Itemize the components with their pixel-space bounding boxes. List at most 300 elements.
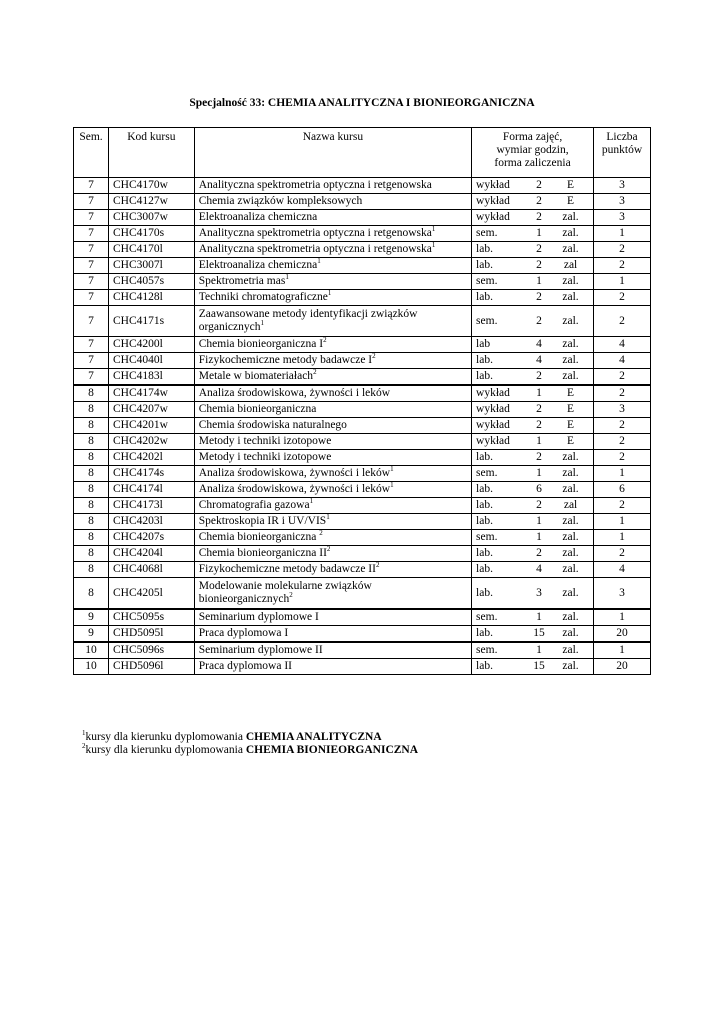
cell-form: [472, 353, 594, 369]
cell-form: [472, 210, 594, 226]
course-name: Analiza środowiskowa, żywności i leków: [198, 387, 391, 399]
cell-name-line1: Zaawansowane metody identyfikacji związków: [198, 308, 418, 320]
credit-form: zal.: [562, 451, 579, 463]
credit-form: zal: [563, 259, 578, 271]
cell-form: [472, 402, 594, 418]
credit-form: zal.: [562, 563, 579, 575]
course-name: Fizykochemiczne metody badawcze I: [198, 354, 373, 366]
cell-name-line1: Modelowanie molekularne związków: [198, 580, 372, 592]
course-name: Chemia bionieorganiczna II: [198, 547, 327, 559]
table-row: [74, 626, 651, 643]
form-values: [476, 587, 589, 600]
cell-sem: 8: [74, 530, 109, 546]
footnote-ref: 1: [431, 241, 436, 250]
course-name: organicznych: [198, 321, 261, 333]
cell-points: 1: [594, 609, 651, 626]
hours: 2: [536, 547, 542, 559]
table-row: [74, 274, 651, 290]
class-type: wykład: [476, 435, 510, 447]
cell-name: [194, 609, 471, 626]
cell-code: CHC4127w: [108, 194, 194, 210]
cell-name: [194, 418, 471, 434]
cell-name: [194, 353, 471, 369]
table-row: [74, 306, 651, 337]
class-type: sem.: [476, 314, 498, 327]
credit-form: zal.: [562, 660, 579, 672]
cell-form: [472, 306, 594, 337]
form-values: [476, 483, 589, 496]
cell-sem: 7: [74, 337, 109, 353]
cell-sem: 7: [74, 353, 109, 369]
cell-points: 3: [594, 178, 651, 194]
table-row: [74, 242, 651, 258]
cell-code: CHC4202w: [108, 434, 194, 450]
credit-form: E: [567, 435, 575, 447]
class-type: lab.: [476, 547, 493, 559]
table-row: [74, 466, 651, 482]
credit-form: zal.: [562, 275, 579, 287]
cell-name: [194, 274, 471, 290]
cell-form: [472, 659, 594, 675]
class-type: sem.: [476, 227, 498, 239]
hours: 2: [536, 403, 542, 415]
course-name: Chemia bionieorganiczna I: [198, 338, 324, 350]
cell-points: 1: [594, 530, 651, 546]
form-values: [476, 275, 589, 288]
cell-points: 2: [594, 290, 651, 306]
cell-sem: 7: [74, 258, 109, 274]
cell-sem: 8: [74, 385, 109, 402]
credit-form: zal.: [562, 531, 579, 543]
table-row: [74, 514, 651, 530]
header-sem: Sem.: [74, 128, 109, 178]
cell-sem: 8: [74, 434, 109, 450]
table-row: [74, 659, 651, 675]
cell-points: 2: [594, 385, 651, 402]
footnote-text: kursy dla kierunku dyplomowania: [85, 744, 246, 756]
table-row: [74, 642, 651, 659]
class-type: sem.: [476, 531, 498, 543]
cell-sem: 8: [74, 578, 109, 610]
cell-code: CHC4207w: [108, 402, 194, 418]
page-title: Specjalność 33: CHEMIA ANALITYCZNA I BIONIEORGANICZNA: [189, 97, 535, 109]
cell-code: CHD5096l: [108, 659, 194, 675]
cell-points: 6: [594, 482, 651, 498]
cell-code: CHC4173l: [108, 498, 194, 514]
table-row: [74, 178, 651, 194]
course-name: Analityczna spektrometria optyczna i retgenowska: [198, 179, 432, 191]
class-type: lab.: [476, 515, 493, 527]
cell-name: [194, 498, 471, 514]
cell-sem: 7: [74, 226, 109, 242]
form-values: [476, 387, 589, 400]
cell-form: [472, 642, 594, 659]
table-row: [74, 353, 651, 369]
cell-points: 4: [594, 562, 651, 578]
cell-points: 1: [594, 466, 651, 482]
table-row: [74, 609, 651, 626]
cell-name: [194, 642, 471, 659]
table-row: [74, 290, 651, 306]
course-name: Seminarium dyplomowe I: [198, 611, 319, 623]
footnote-ref: 2: [323, 336, 327, 345]
hours: 2: [536, 259, 542, 271]
cell-name: [194, 290, 471, 306]
footnote-ref: 2: [372, 352, 376, 361]
course-table: [73, 127, 651, 675]
cell-form: [472, 258, 594, 274]
table-row: [74, 258, 651, 274]
credit-form: zal.: [562, 627, 579, 639]
footnote-ref: 2: [375, 561, 380, 570]
header-form-line1: Forma zajęć,: [502, 131, 563, 143]
class-type: lab.: [476, 370, 493, 382]
cell-form: [472, 609, 594, 626]
footnote-ref: 1: [285, 273, 289, 282]
form-values: [476, 531, 589, 544]
cell-code: CHC4202l: [108, 450, 194, 466]
cell-form: [472, 482, 594, 498]
cell-code: CHC4203l: [108, 514, 194, 530]
course-name: Praca dyplomowa I: [198, 627, 289, 639]
cell-form: [472, 242, 594, 258]
form-values: [476, 354, 589, 367]
cell-code: CHC4201w: [108, 418, 194, 434]
class-type: sem.: [476, 275, 498, 287]
cell-name: [194, 562, 471, 578]
class-type: wykład: [476, 403, 510, 415]
cell-points: 2: [594, 546, 651, 562]
cell-code: CHC4174s: [108, 466, 194, 482]
cell-points: 2: [594, 258, 651, 274]
cell-form: [472, 562, 594, 578]
course-name: Techniki chromatograficzne: [198, 291, 328, 303]
table-row: [74, 562, 651, 578]
course-name: Seminarium dyplomowe II: [198, 644, 323, 656]
hours: 2: [536, 243, 542, 255]
footnote-ref: 1: [317, 257, 321, 266]
form-values: [476, 515, 589, 528]
course-name: Analityczna spektrometria optyczna i retgenowska: [198, 227, 432, 239]
cell-code: CHC4040l: [108, 353, 194, 369]
cell-sem: 7: [74, 274, 109, 290]
hours: 2: [536, 211, 542, 223]
cell-points: 20: [594, 659, 651, 675]
hours: 2: [536, 451, 542, 463]
credit-form: zal.: [562, 483, 579, 495]
cell-form: [472, 578, 594, 610]
credit-form: zal.: [562, 291, 579, 303]
hours: 2: [536, 370, 542, 382]
cell-form: [472, 337, 594, 353]
form-values: [476, 227, 589, 240]
cell-name: [194, 450, 471, 466]
cell-code: CHC4068l: [108, 562, 194, 578]
cell-name: [194, 402, 471, 418]
cell-sem: 9: [74, 626, 109, 643]
form-values: [476, 211, 589, 224]
table-header-row: [74, 128, 651, 178]
hours: 2: [536, 499, 542, 511]
footnote-2: [82, 744, 418, 757]
cell-name: [194, 258, 471, 274]
cell-name: [194, 306, 471, 337]
form-values: [476, 611, 589, 624]
table-row: [74, 546, 651, 562]
hours: 1: [536, 435, 542, 447]
class-type: lab.: [476, 291, 493, 303]
credit-form: zal.: [562, 611, 579, 623]
cell-name: [194, 385, 471, 402]
cell-code: CHC4170l: [108, 242, 194, 258]
cell-name: [194, 242, 471, 258]
cell-code: CHC4183l: [108, 369, 194, 386]
form-values: [476, 315, 589, 328]
course-name: Chemia związków kompleksowych: [198, 195, 363, 207]
course-name: Chromatografia gazowa: [198, 499, 310, 511]
form-values: [476, 419, 589, 432]
cell-points: 2: [594, 306, 651, 337]
hours: 2: [536, 291, 542, 303]
cell-sem: 7: [74, 290, 109, 306]
cell-name: [194, 546, 471, 562]
cell-code: CHC5095s: [108, 609, 194, 626]
cell-sem: 10: [74, 659, 109, 675]
cell-name: [194, 514, 471, 530]
cell-name: [194, 194, 471, 210]
cell-points: 3: [594, 402, 651, 418]
cell-form: [472, 418, 594, 434]
class-type: lab.: [476, 563, 493, 575]
credit-form: E: [567, 195, 575, 207]
hours: 2: [536, 314, 542, 327]
hours: 4: [536, 354, 542, 366]
course-name: Elektroanaliza chemiczna: [198, 259, 318, 271]
class-type: sem.: [476, 644, 498, 656]
hours: 1: [536, 611, 542, 623]
form-values: [476, 627, 589, 640]
credit-form: E: [567, 179, 575, 191]
cell-name: [194, 178, 471, 194]
credit-form: zal.: [562, 211, 579, 223]
cell-code: CHC4207s: [108, 530, 194, 546]
cell-name: [194, 578, 471, 610]
cell-sem: 8: [74, 482, 109, 498]
cell-code: CHC4174w: [108, 385, 194, 402]
hours: 2: [536, 195, 542, 207]
cell-code: CHC4174l: [108, 482, 194, 498]
cell-code: CHC4170s: [108, 226, 194, 242]
credit-form: E: [567, 403, 575, 415]
footnote-ref: 2: [319, 529, 323, 538]
cell-points: 3: [594, 210, 651, 226]
hours: 4: [536, 563, 542, 575]
hours: 1: [536, 531, 542, 543]
cell-sem: 7: [74, 242, 109, 258]
cell-form: [472, 274, 594, 290]
credit-form: zal.: [562, 314, 579, 327]
table-row: [74, 337, 651, 353]
cell-code: CHC4057s: [108, 274, 194, 290]
credit-form: zal.: [562, 227, 579, 239]
course-name: Metale w biomateriałach: [198, 370, 314, 382]
cell-points: 2: [594, 418, 651, 434]
cell-sem: 8: [74, 402, 109, 418]
class-type: sem.: [476, 467, 498, 479]
cell-name: [194, 482, 471, 498]
cell-name: [194, 626, 471, 643]
cell-points: 1: [594, 514, 651, 530]
credit-form: E: [567, 387, 575, 399]
credit-form: zal.: [562, 338, 579, 350]
class-type: lab.: [476, 483, 493, 495]
course-name: Praca dyplomowa II: [198, 660, 292, 672]
class-type: wykład: [476, 211, 510, 223]
cell-code: CHC3007w: [108, 210, 194, 226]
course-name: bionieorganicznych: [198, 593, 290, 605]
class-type: wykład: [476, 387, 510, 399]
footnote-ref: 1: [260, 319, 264, 328]
hours: 15: [533, 660, 545, 672]
course-name: Metody i techniki izotopowe: [198, 435, 332, 447]
cell-points: 3: [594, 578, 651, 610]
form-values: [476, 435, 589, 448]
cell-form: [472, 498, 594, 514]
credit-form: zal.: [562, 644, 579, 656]
form-values: [476, 563, 589, 576]
cell-sem: 9: [74, 609, 109, 626]
header-form-line3: forma zaliczenia: [494, 157, 571, 169]
footnote-ref: 2: [326, 545, 331, 554]
class-type: lab.: [476, 499, 493, 511]
hours: 1: [536, 387, 542, 399]
footnote-ref: 2: [289, 591, 293, 600]
cell-sem: 7: [74, 178, 109, 194]
course-name: Fizykochemiczne metody badawcze II: [198, 563, 376, 575]
form-values: [476, 370, 589, 383]
hours: 2: [536, 419, 542, 431]
hours: 4: [536, 338, 542, 350]
cell-sem: 7: [74, 369, 109, 386]
table-row: [74, 194, 651, 210]
footnote-ref: 1: [390, 481, 394, 490]
footnote-text: kursy dla kierunku dyplomowania: [85, 731, 246, 743]
cell-sem: 8: [74, 514, 109, 530]
cell-form: [472, 178, 594, 194]
cell-name: [194, 337, 471, 353]
course-name: Analiza środowiskowa, żywności i leków: [198, 467, 391, 479]
cell-sem: 7: [74, 306, 109, 337]
class-type: wykład: [476, 195, 510, 207]
class-type: lab: [476, 338, 491, 350]
credit-form: zal.: [562, 354, 579, 366]
cell-name: [194, 659, 471, 675]
header-points: [594, 128, 651, 178]
class-type: wykład: [476, 419, 510, 431]
cell-sem: 8: [74, 418, 109, 434]
footnote-ref: 1: [309, 497, 314, 506]
table-row: [74, 402, 651, 418]
cell-name: [194, 530, 471, 546]
class-type: wykład: [476, 179, 510, 191]
cell-points: 1: [594, 226, 651, 242]
table-row: [74, 578, 651, 610]
table-row: [74, 226, 651, 242]
class-type: lab.: [476, 354, 493, 366]
form-values: [476, 195, 589, 208]
class-type: lab.: [476, 243, 493, 255]
credit-form: zal.: [562, 515, 579, 527]
hours: 3: [536, 586, 542, 599]
footnote-1: [82, 731, 382, 744]
hours: 1: [536, 227, 542, 239]
course-name: Elektroanaliza chemiczna: [198, 211, 318, 223]
footnote-mark: 1: [82, 729, 86, 738]
form-values: [476, 547, 589, 560]
hours: 1: [536, 275, 542, 287]
table-row: [74, 369, 651, 386]
class-type: lab.: [476, 259, 493, 271]
class-type: lab.: [476, 660, 493, 672]
footnote-ref: 2: [313, 368, 317, 377]
cell-code: CHC4170w: [108, 178, 194, 194]
course-name: Spektrometria mas: [198, 275, 286, 287]
form-values: [476, 338, 589, 351]
credit-form: zal.: [562, 547, 579, 559]
header-name: Nazwa kursu: [194, 128, 471, 178]
form-values: [476, 403, 589, 416]
form-values: [476, 499, 589, 512]
cell-points: 2: [594, 498, 651, 514]
cell-points: 2: [594, 450, 651, 466]
table-row: [74, 482, 651, 498]
cell-name: [194, 210, 471, 226]
header-form-line2: wymiar godzin,: [496, 144, 569, 156]
credit-form: zal.: [562, 467, 579, 479]
cell-sem: 10: [74, 642, 109, 659]
footnote-mark: 2: [82, 742, 86, 751]
header-points-line1: Liczba: [606, 131, 638, 143]
cell-sem: 7: [74, 210, 109, 226]
credit-form: E: [567, 419, 575, 431]
hours: 15: [533, 627, 545, 639]
cell-form: [472, 369, 594, 386]
cell-name: [194, 369, 471, 386]
hours: 1: [536, 644, 542, 656]
cell-points: 20: [594, 626, 651, 643]
class-type: lab.: [476, 586, 493, 599]
cell-form: [472, 466, 594, 482]
table-row: [74, 530, 651, 546]
cell-code: CHC3007l: [108, 258, 194, 274]
course-name: Chemia bionieorganiczna: [198, 531, 320, 543]
cell-form: [472, 530, 594, 546]
cell-form: [472, 450, 594, 466]
cell-sem: 8: [74, 498, 109, 514]
course-name: Analiza środowiskowa, żywności i leków: [198, 483, 391, 495]
cell-code: CHC5096s: [108, 642, 194, 659]
cell-sem: 8: [74, 450, 109, 466]
footnote-bold: CHEMIA ANALITYCZNA: [245, 731, 382, 743]
course-name: Chemia bionieorganiczna: [198, 403, 317, 415]
cell-name: [194, 434, 471, 450]
form-values: [476, 644, 589, 657]
cell-code: CHC4128l: [108, 290, 194, 306]
cell-form: [472, 434, 594, 450]
footnote-bold: CHEMIA BIONIEORGANICZNA: [245, 744, 419, 756]
cell-code: CHD5095l: [108, 626, 194, 643]
form-values: [476, 243, 589, 256]
